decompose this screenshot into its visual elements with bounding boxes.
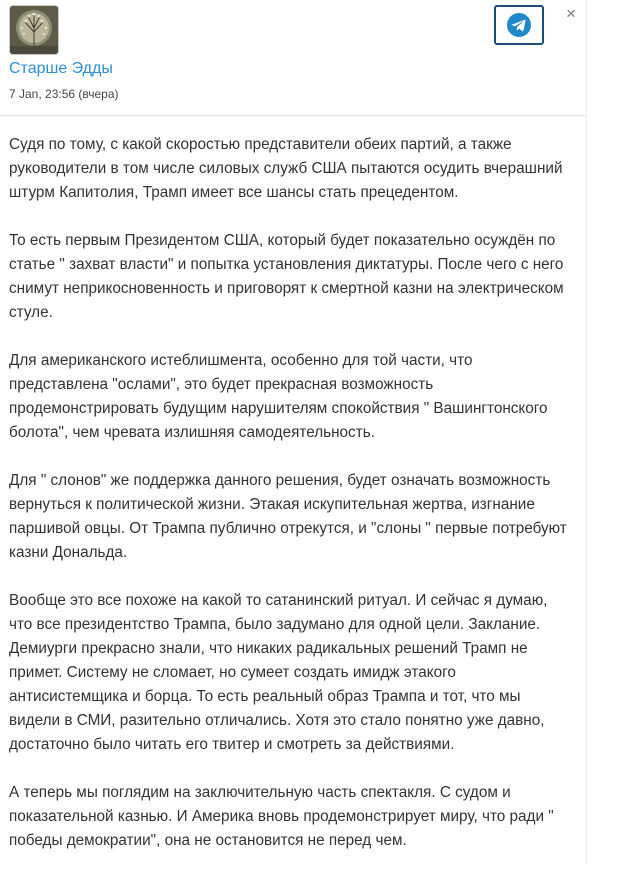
paragraph: Судя по тому, с какой скоростью представители обеих партий, а также руководители в том числе силовых служб США пытаются осудить вчерашний штурм Капитолия, Трамп имеет все шансы стать прецедентом.: [9, 136, 563, 201]
paragraph: Для американского истеблишмента, особенно для той части, что представлена "ослами", это будет прекрасная возможность продемонстрировать будущим нарушителям спокойствия " Вашингтонского болота", чем чревата излишняя самодеятельность.: [9, 352, 548, 441]
post-header: [0, 0, 586, 116]
paragraph: Вообще это все похоже на какой то сатанинский ритуал. И сейчас я думаю, что все президентство Трампа, было задумано для одной цели. Заклание. Демиурги прекрасно знали, что никаких радикальных решений Трамп не примет. Систему не сломает, но сумеет создать имидж этакого антисистемщика и борца. То есть реальный образ Трампа и тот, что мы видели в СМИ, разительно отличались. Хотя это стало понятно уже давно, достаточно было читать его твитер и смотреть за действиями.: [9, 592, 548, 753]
paragraph: А теперь мы поглядим на заключительную часть спектакля. С судом и показательной казнью. И Америка вновь продемонстрирует миру, что ради " победы демократии", она не остановится не перед чем.: [9, 784, 554, 849]
post-body: [9, 133, 581, 877]
author-name-link[interactable]: Старше Эдды: [9, 60, 113, 77]
post-date: 7 Jan, 23:56 (вчера): [9, 87, 119, 101]
tree-of-life-avatar-icon: [10, 6, 58, 54]
share-telegram-button[interactable]: [494, 5, 544, 45]
telegram-icon: [506, 12, 532, 38]
close-button[interactable]: ×: [566, 4, 576, 23]
paragraph: Для " слонов" же поддержка данного решения, будет означать возможность вернуться к политической жизни. Этакая искупительная жертва, изгнание паршивой овцы. От Трампа публично отрекутся, и "слоны " первые потребуют казни Дональда.: [9, 472, 567, 561]
paragraph: То есть первым Президентом США, который будет показательно осуждён по статье " захват власти" и попытка установления диктатуры. После чего с него снимут неприкосновенность и приговорят к смертной казни на электрическом стуле.: [9, 232, 564, 321]
avatar[interactable]: [9, 5, 59, 55]
